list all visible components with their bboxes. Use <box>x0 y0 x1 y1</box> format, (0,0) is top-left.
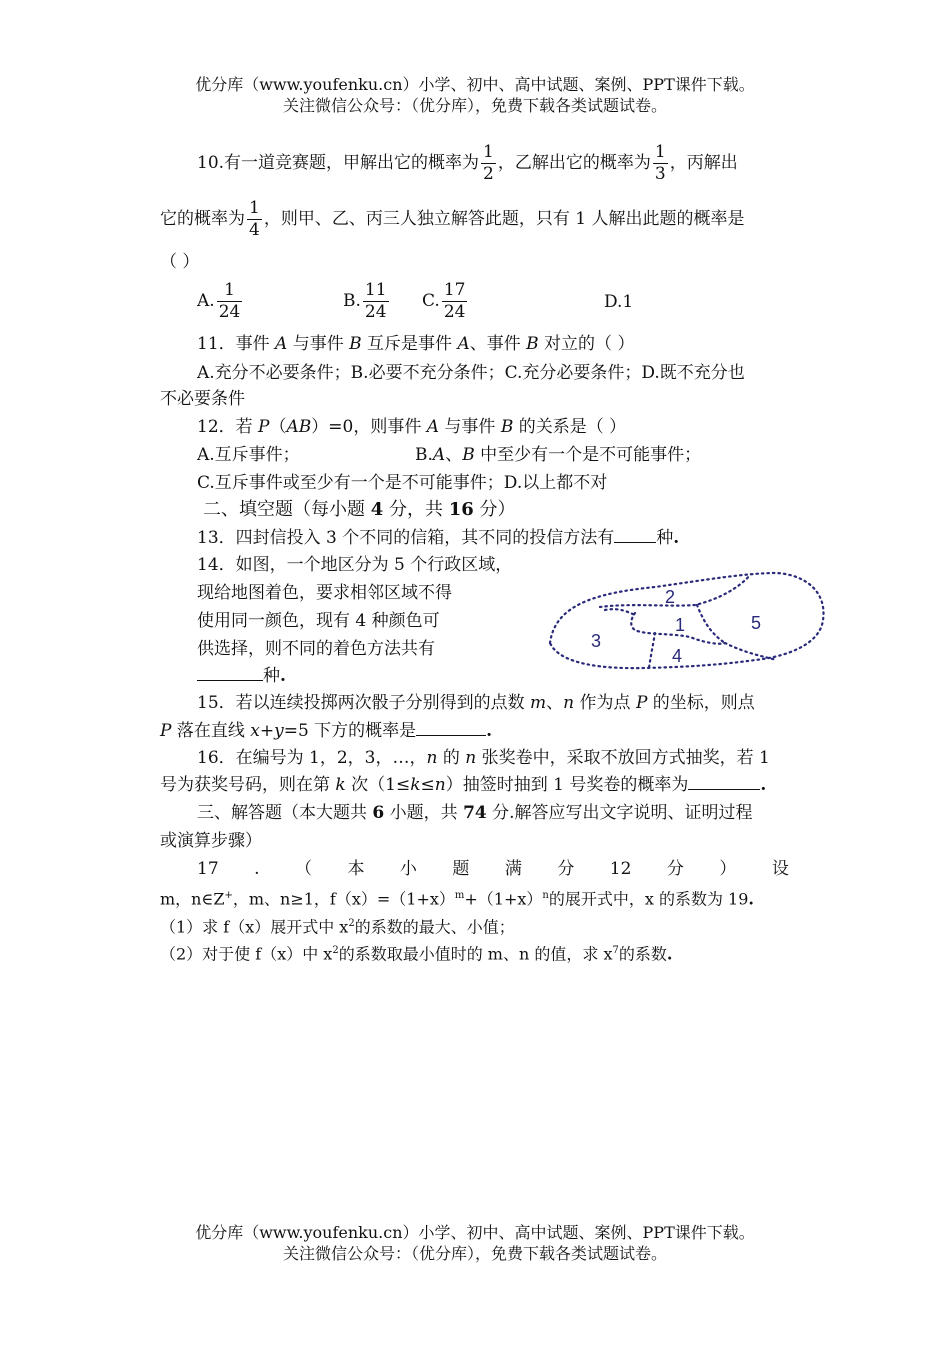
q17-head-token: . <box>254 859 260 879</box>
fraction-denominator: 24 <box>364 302 387 322</box>
option-fraction <box>217 280 243 323</box>
q10-option-d: D.1 <box>604 292 634 312</box>
var-m: m <box>530 693 547 713</box>
q10-text: ，丙解出 <box>669 153 738 173</box>
q17-heading <box>197 857 789 881</box>
superscript: 2 <box>332 945 339 956</box>
q17-text: 的系数取最小值时的 m、n 的值，求 x <box>338 944 613 964</box>
answer-blank <box>197 679 263 681</box>
q11-text: 互斥是事件 <box>361 334 458 354</box>
map-border-3-4 <box>649 633 655 668</box>
q17-text: （2）对于使 f（x）中 x <box>160 944 333 964</box>
var-n: n <box>426 748 438 768</box>
var-k: k <box>410 775 421 795</box>
region-label-1: 1 <box>675 615 686 635</box>
q10-line1 <box>197 142 738 185</box>
q15-text: 作为点 <box>574 693 636 713</box>
section-number: 4 <box>370 499 384 520</box>
q16-line2 <box>160 773 766 797</box>
option-label: C. <box>422 291 440 311</box>
superscript: 7 <box>612 945 619 956</box>
fraction-numerator: 1 <box>217 280 243 302</box>
q17-head-token: 设 <box>771 859 789 879</box>
q14-line5 <box>197 664 286 688</box>
q16-text: 16．在编号为 1，2，3，…， <box>197 748 427 768</box>
q10-option-a <box>197 280 244 323</box>
var-n: n <box>434 775 446 795</box>
var-b: B <box>462 445 475 465</box>
footer-line-2: 关注微信公众号：（优分库），免费下载各类试题试卷。 <box>282 1244 667 1263</box>
fraction-numerator: 11 <box>364 280 387 300</box>
q12-option-b <box>415 443 701 467</box>
header-line-2: 关注微信公众号：（优分库），免费下载各类试题试卷。 <box>282 96 667 115</box>
region-label-3: 3 <box>591 631 602 651</box>
q13 <box>197 526 679 550</box>
answer-blank <box>416 734 486 736</box>
q16-line1 <box>197 746 770 770</box>
q11-text: 、事件 <box>469 334 527 354</box>
q17-head-token: 17 <box>197 859 219 879</box>
q16-text: 张奖卷中，采取不放回方式抽奖，若 1 <box>476 748 770 768</box>
q17-part2 <box>160 939 672 966</box>
q15-text: 的坐标，则点 <box>647 693 755 713</box>
header-line-1: 优分库（www.youfenku.cn）小学、初中、高中试题、案例、PPT课件下载。 <box>195 75 755 94</box>
q11-options-line1: A.充分不必要条件；B.必要不充分条件；C.充分必要条件；D.既不充分也 <box>197 363 745 383</box>
var-xy: x+y <box>250 721 284 741</box>
dot-mark: . <box>666 944 673 964</box>
q10-option-c <box>422 280 469 323</box>
section-number: 6 <box>372 803 385 823</box>
q17-text: 的系数的最大、小值； <box>354 917 515 937</box>
q13-text: 13．四封信投入 3 个不同的信箱，其不同的投信方法有 <box>197 528 615 548</box>
section3-heading <box>197 801 753 825</box>
q12-option-a: A.互斥事件； <box>197 445 300 465</box>
fraction-numerator: 1 <box>249 198 260 218</box>
q12-text: 的关系是（ ） <box>513 417 627 437</box>
q15-line2 <box>160 719 492 743</box>
q11-stem <box>197 332 634 356</box>
q16-text: 的 <box>437 748 466 768</box>
section2-heading <box>203 498 516 522</box>
section-text: 小题，共 <box>384 803 464 823</box>
q10-text: 它的概率为 <box>160 209 245 229</box>
var-p: P <box>160 721 172 741</box>
map-outline <box>550 573 824 668</box>
answer-blank <box>688 788 760 790</box>
q10-text: ，则甲、乙、丙三人独立解答此题，只有 1 人解出此题的概率是 <box>263 209 745 229</box>
q15-text: 、 <box>546 693 564 713</box>
q16-text: 次（1≤ <box>345 775 411 795</box>
superscript: 2 <box>348 918 355 929</box>
var-a: A <box>457 334 470 354</box>
q10-option-b <box>343 280 391 323</box>
q12-text: 12．若 <box>197 417 259 437</box>
var-b: B <box>526 334 539 354</box>
var-p: P <box>635 693 648 713</box>
option-fraction <box>442 280 468 323</box>
footer-line-1: 优分库（www.youfenku.cn）小学、初中、高中试题、案例、PPT课件下载。 <box>195 1223 755 1242</box>
fraction-denominator: 24 <box>218 302 241 322</box>
fraction-numerator: 1 <box>483 142 494 162</box>
region-label-2: 2 <box>665 587 676 607</box>
q14-line3: 使用同一颜色，现有 4 种颜色可 <box>197 611 440 631</box>
var-a: A <box>275 334 288 354</box>
q14-line4: 供选择，则不同的着色方法共有 <box>197 639 435 659</box>
map-border <box>605 609 635 615</box>
q10-fraction-bing <box>247 198 262 241</box>
q12-text: （ <box>269 417 287 437</box>
var-a: A <box>426 417 440 437</box>
q17-text: ，m、n≥1，f（x）=（1+x） <box>232 889 455 909</box>
var-k: k <box>335 775 346 795</box>
fraction-numerator: 17 <box>443 280 466 300</box>
fraction-denominator: 4 <box>249 220 260 240</box>
var-b: B <box>349 334 362 354</box>
q10-text: 10.有一道竞赛题，甲解出它的概率为 <box>197 153 480 173</box>
option-text: 中至少有一个是不可能事件； <box>474 445 702 465</box>
section-text: 分，共 <box>383 499 449 520</box>
option-text: 、 <box>445 445 463 465</box>
q11-text: 11．事件 <box>197 334 276 354</box>
q17-head-token: 12 <box>609 859 632 879</box>
q12-stem <box>197 415 626 439</box>
q17-text: +（1+x） <box>464 889 543 909</box>
section3-line2: 或演算步骤） <box>160 831 262 851</box>
option-label: A. <box>197 291 215 311</box>
q17-line2 <box>160 884 754 911</box>
q17-part1 <box>160 912 515 939</box>
q17-head-token: 本 <box>347 859 365 879</box>
q16-text: ≤ <box>420 775 435 795</box>
q17-head-token: 分 <box>666 859 684 879</box>
q17-head-token: （ <box>294 859 312 879</box>
q17-head-token: 题 <box>452 859 470 879</box>
q17-text: m，n∈Z <box>160 889 225 909</box>
superscript: m <box>454 890 465 901</box>
q10-answer-paren: （ ） <box>160 252 200 272</box>
dot-mark: . <box>280 666 286 686</box>
q11-text: 与事件 <box>287 334 350 354</box>
q13-text: 种 <box>656 528 674 548</box>
q17-head-token: ） <box>719 859 737 879</box>
q15-text: 15．若以连续投掷两次骰子分别得到的点数 <box>197 693 531 713</box>
dot-mark: . <box>486 721 493 741</box>
q17-text: 的展开式中，x 的系数为 19 <box>548 889 749 909</box>
q14-line2: 现给地图着色，要求相邻区域不得 <box>197 583 452 603</box>
q14-line1: 14．如图，一个地区分为 5 个行政区域， <box>197 555 513 575</box>
var-n: n <box>563 693 575 713</box>
var-p: P <box>258 417 270 437</box>
dot-mark: . <box>673 528 680 548</box>
region-label-5: 5 <box>751 613 762 633</box>
option-label: B. <box>415 445 433 465</box>
q11-text: 对立的（ ） <box>538 334 635 354</box>
q17-text: 的系数 <box>618 944 667 964</box>
section-number: 16 <box>448 499 474 520</box>
q15-text: 落在直线 <box>171 721 251 741</box>
q14-text: 种 <box>263 666 280 686</box>
q16-text: 号为获奖号码，则在第 <box>160 775 336 795</box>
section-text: 分） <box>473 499 516 520</box>
q10-text: ，乙解出它的概率为 <box>497 153 651 173</box>
q10-fraction-yi <box>653 142 668 185</box>
map-border-1-5 <box>697 605 725 643</box>
q12-text: ）=0，则事件 <box>311 417 427 437</box>
fraction-numerator: 1 <box>654 142 666 162</box>
q11-options-line2: 不必要条件 <box>160 389 245 409</box>
region-label-4: 4 <box>672 646 683 666</box>
fraction-denominator: 3 <box>654 164 666 184</box>
fraction-denominator: 24 <box>443 302 466 322</box>
fraction-denominator: 2 <box>483 164 494 184</box>
section-text: 分.解答应写出文字说明、证明过程 <box>486 803 753 823</box>
q17-head-token: 满 <box>504 859 522 879</box>
q17-head-token: 小 <box>399 859 417 879</box>
q12-text: 与事件 <box>439 417 501 437</box>
q15-line1 <box>197 691 755 715</box>
superscript: n <box>542 890 549 901</box>
dot-mark: . <box>748 889 754 909</box>
var-ab: AB <box>286 417 312 437</box>
dot-mark: . <box>760 775 767 795</box>
superscript: + <box>224 890 233 901</box>
answer-blank <box>614 541 656 543</box>
q15-text: =5 下方的概率是 <box>283 721 417 741</box>
region-map-figure <box>545 565 835 680</box>
var-b: B <box>500 417 514 437</box>
q16-text: ）抽签时抽到 1 号奖卷的概率为 <box>445 775 689 795</box>
section-text: 二、填空题（每小题 <box>203 499 371 520</box>
option-label: B. <box>343 291 361 311</box>
q12-options-cd: C.互斥事件或至少有一个是不可能事件；D.以上都不对 <box>197 473 608 493</box>
var-n: n <box>465 748 477 768</box>
q17-head-token: 分 <box>557 859 575 879</box>
q10-fraction-jia <box>481 142 496 185</box>
q17-text: （1）求 f（x）展开式中 x <box>160 917 349 937</box>
q10-line2 <box>160 198 744 241</box>
section-text: 三、解答题（本大题共 <box>197 803 373 823</box>
section-number: 74 <box>463 803 487 823</box>
option-fraction <box>363 280 389 323</box>
var-a: A <box>432 445 446 465</box>
